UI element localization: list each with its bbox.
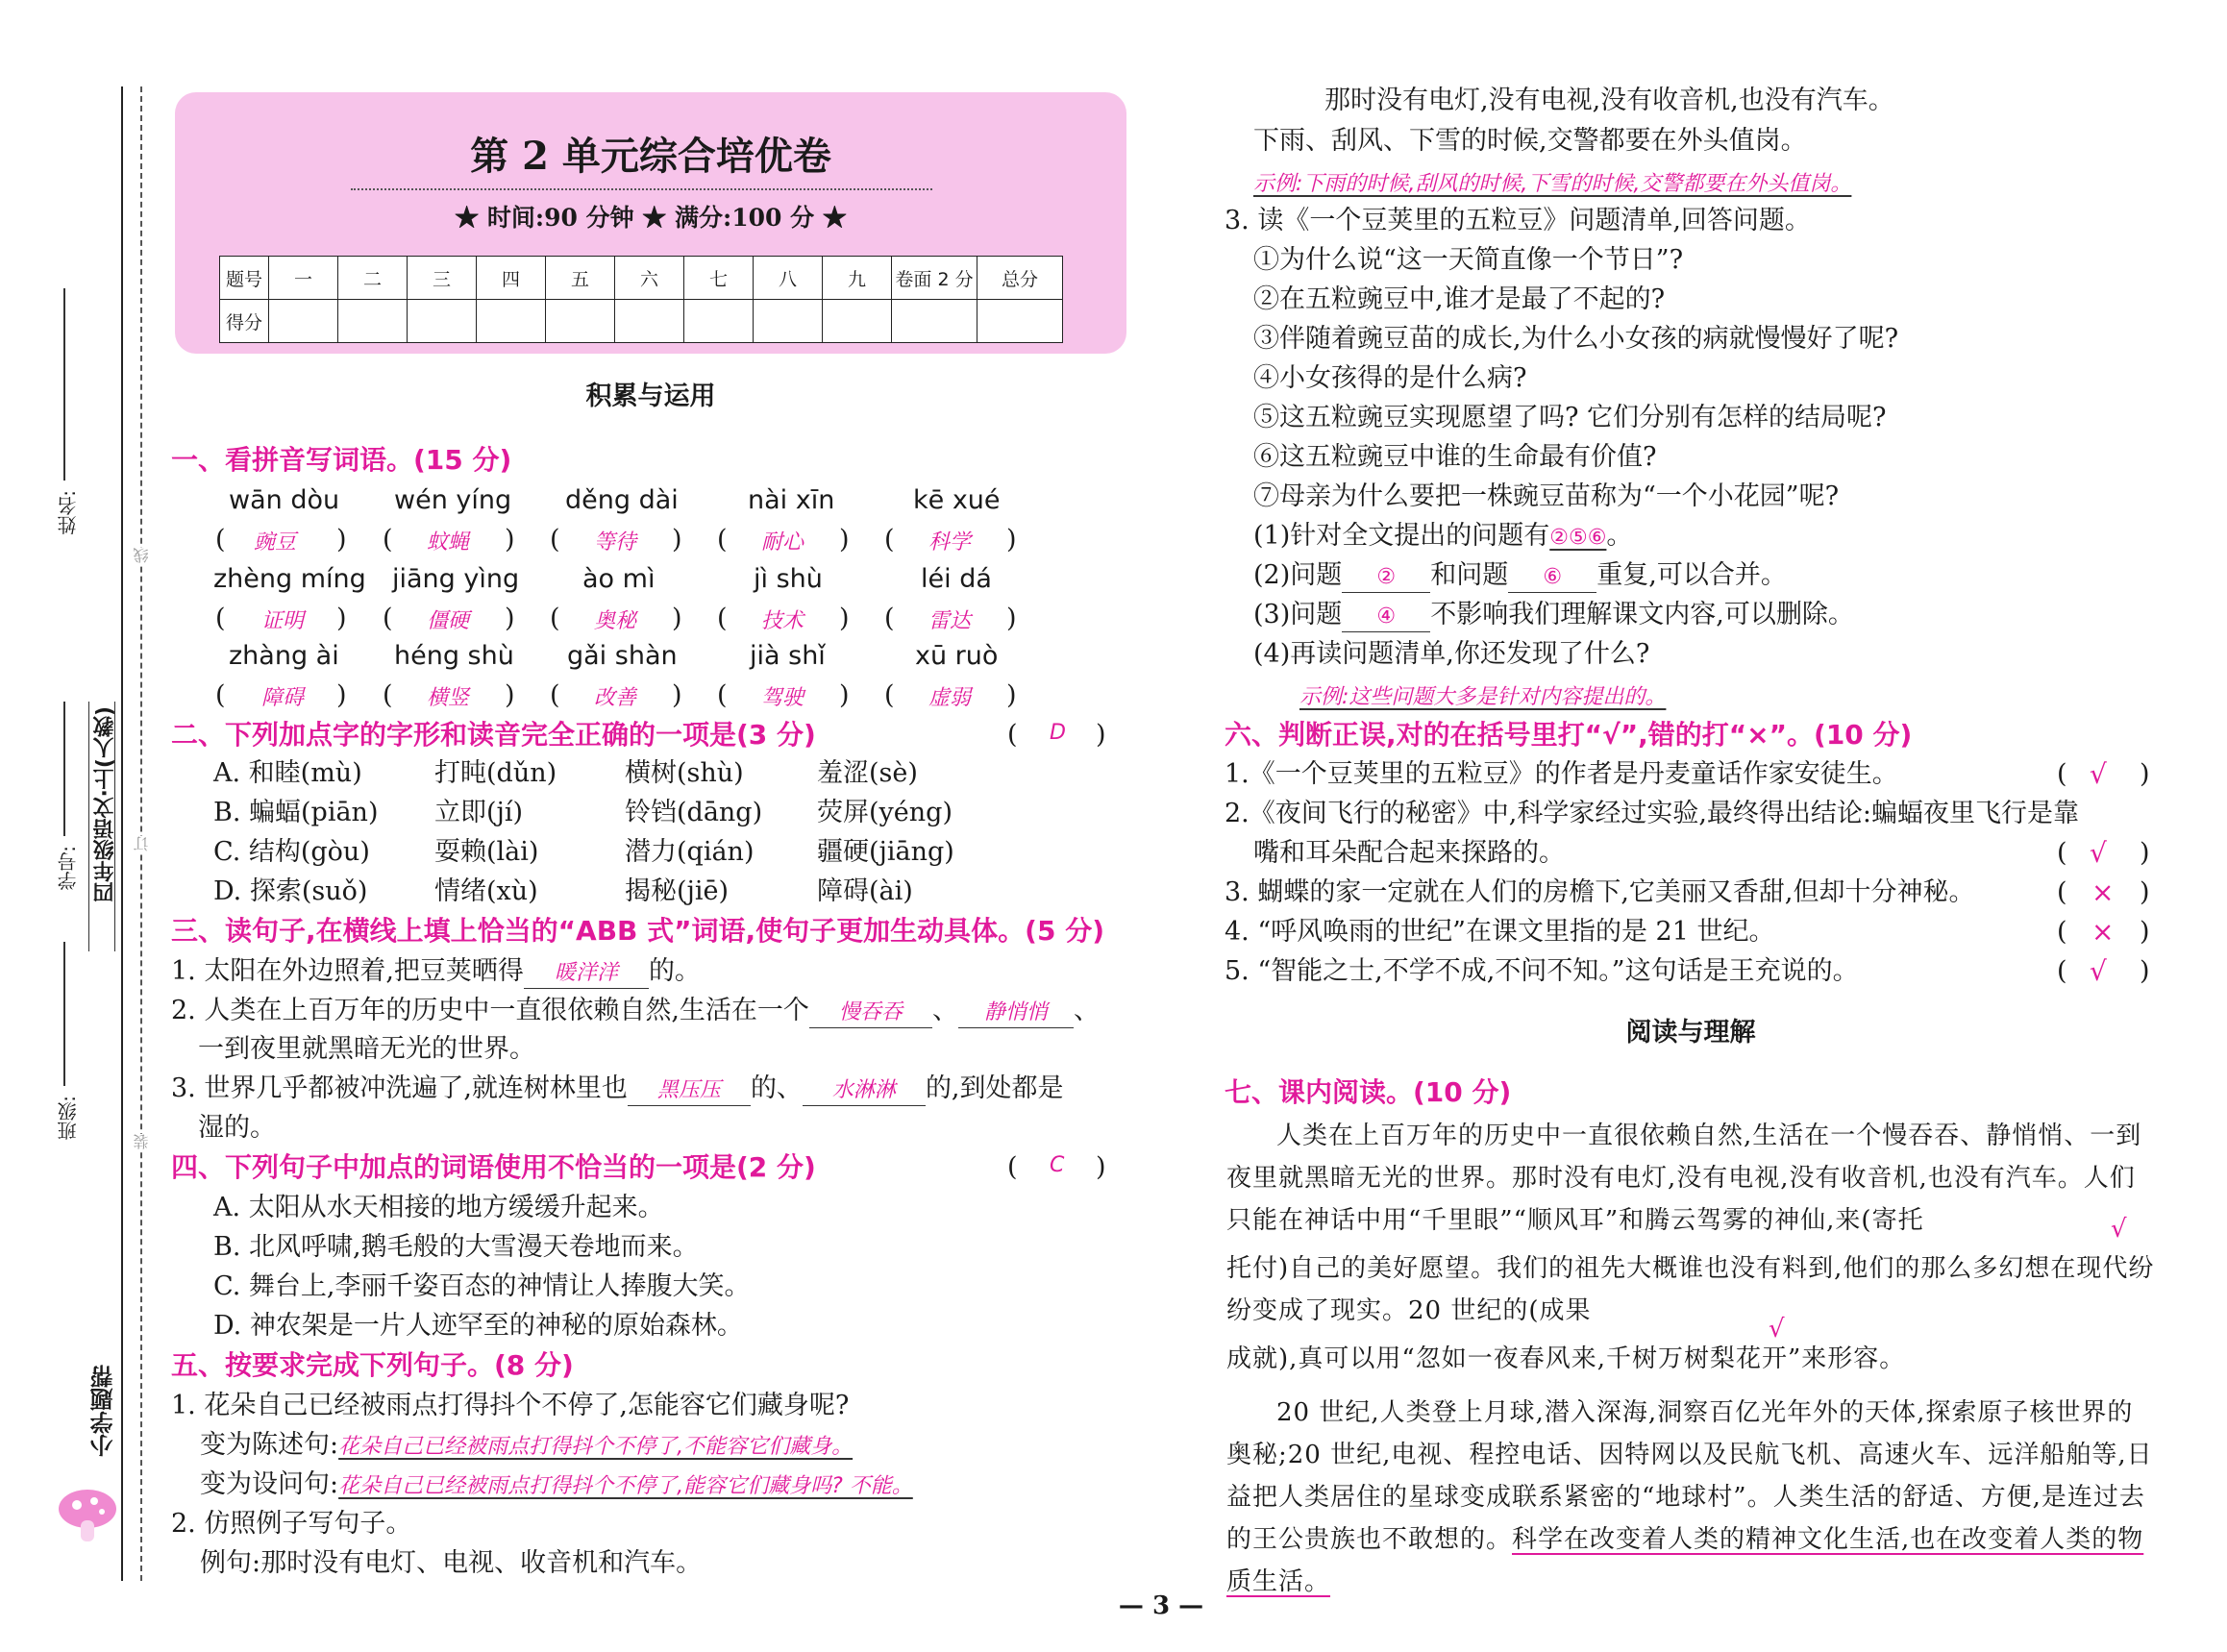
- q5-3-intro: 3. 读《一个豆荚里的五粒豆》问题清单,回答问题。: [1225, 206, 1811, 235]
- q4-title: 四、下列句子中加点的词语使用不恰当的一项是(2 分): [171, 1151, 816, 1183]
- q3-s2-answer-2: 静悄悄: [983, 1000, 1048, 1024]
- q2-option: 铃铛(dāng): [625, 798, 763, 827]
- score-cell-total: 总分: [977, 257, 1063, 300]
- cut-mark-ding: 订: [133, 836, 151, 851]
- paren: ): [505, 680, 515, 710]
- score-input[interactable]: [477, 300, 546, 343]
- q6-answer[interactable]: √: [2090, 955, 2107, 987]
- q5-3-part4-answer[interactable]: 示例:这些问题大多是针对内容提出的。: [1299, 685, 1667, 709]
- pinyin: zhèng míng: [213, 564, 366, 594]
- pinyin: wān dòu: [229, 485, 340, 515]
- answer-word[interactable]: 雷达: [928, 609, 972, 633]
- pinyin: zhàng ài: [229, 641, 339, 671]
- q5-3-question: ⑦母亲为什么要把一株豌豆苗称为“一个小花园”呢?: [1253, 481, 1840, 511]
- q2-option-c: C. 结构(gòu): [213, 837, 370, 867]
- q5-s1-statement: [200, 1429, 853, 1464]
- score-table-header-row: [220, 257, 1063, 300]
- paren: ): [1006, 525, 1017, 555]
- q6-item-2: 2.《夜间飞行的秘密》中,科学家经过实验,最终得出结论:蝙蝠夜里飞行是靠: [1225, 799, 2080, 828]
- paren: (: [383, 525, 393, 555]
- score-input[interactable]: [892, 300, 977, 343]
- pinyin: héng shù: [394, 641, 514, 671]
- q3-s3-answer-1: 黑压压: [656, 1078, 721, 1102]
- q3-title: 三、读句子,在横线上填上恰当的“ABB 式”词语,使句子更加生动具体。(5 分): [171, 915, 1105, 947]
- paren: (: [215, 680, 226, 710]
- q4-option-a: A. 太阳从水天相接的地方缓缓升起来。: [213, 1193, 664, 1222]
- q5-3-blank[interactable]: [1342, 561, 1430, 593]
- page-title: 第 2 单元综合培优卷: [470, 134, 831, 179]
- score-cell-4: 四: [477, 257, 546, 300]
- q6-paren: ): [2140, 759, 2150, 789]
- paren: (: [884, 525, 895, 555]
- q2-option: 情绪(xù): [434, 876, 538, 906]
- q2-option: 障碍(ài): [817, 876, 913, 906]
- q5-3-part4: (4)再读问题清单,你还发现了什么?: [1253, 639, 1650, 669]
- binding-line-dashed: [140, 86, 142, 1581]
- name-line: [63, 288, 65, 481]
- q5-3-part2-answer-1: ②: [1376, 565, 1397, 589]
- q5-3-part2-end: 重复,可以合并。: [1596, 560, 1787, 590]
- q5-s2-example: 例句:那时没有电灯、电视、收音机和汽车。: [200, 1548, 703, 1578]
- score-cell-8: 八: [754, 257, 823, 300]
- q7-para2-highlight[interactable]: 科学在改变着人类的精神文化生活,也在改变着人类的物质生活。: [1226, 1525, 2144, 1596]
- q6-paren: (: [2057, 917, 2067, 947]
- answer-word[interactable]: 驾驶: [761, 686, 804, 710]
- answer-word[interactable]: 奥秘: [594, 609, 637, 633]
- q5-s1-statement-answer[interactable]: 花朵自己已经被雨点打得抖个不停了,不能容它们藏身。: [338, 1435, 854, 1459]
- score-input[interactable]: [546, 300, 615, 343]
- q5-3-part3-text: (3)问题: [1253, 600, 1343, 629]
- q3-s3-cont: 湿的。: [198, 1113, 276, 1143]
- answer-word[interactable]: 横竖: [427, 686, 470, 710]
- q7-para1-text-b: 托付)自己的美好愿望。我们的祖先大概谁也没有料到,他们的那么多幻想在现代纷纷变成了现实。20 世纪的(成果: [1226, 1254, 2155, 1325]
- q3-s3-sep: 的、: [750, 1073, 803, 1103]
- answer-word[interactable]: 僵硬: [427, 609, 470, 633]
- paren: (: [383, 604, 393, 633]
- q1-title: 一、看拼音写词语。(15 分): [171, 444, 512, 476]
- q4-answer[interactable]: C: [1050, 1153, 1065, 1177]
- q6-paren: (: [2057, 838, 2067, 868]
- q2-option: 潜力(qián): [625, 837, 755, 867]
- q5-3-question: ①为什么说“这一天简直像一个节日”?: [1253, 245, 1684, 275]
- pinyin: jì shù: [754, 564, 823, 594]
- score-input[interactable]: [754, 300, 823, 343]
- paren: (: [215, 604, 226, 633]
- score-input[interactable]: [615, 300, 684, 343]
- q6-answer[interactable]: √: [2090, 837, 2107, 869]
- q7-paragraph-1b: [1226, 1247, 2159, 1332]
- q2-option-d: D. 探索(suǒ): [213, 876, 368, 906]
- answer-word[interactable]: 改善: [594, 686, 637, 710]
- pinyin: ào mì: [582, 564, 656, 594]
- answer-word[interactable]: 技术: [761, 609, 804, 633]
- q5-3-question: ③伴随着豌豆苗的成长,为什么小女孩的病就慢慢好了呢?: [1253, 324, 1899, 354]
- score-cell-label: 题号: [220, 257, 269, 300]
- binding-line-solid: [121, 86, 123, 1581]
- answer-word[interactable]: 障碍: [261, 686, 305, 710]
- answer-word[interactable]: 蚊蝇: [427, 530, 470, 555]
- paren: ): [1006, 604, 1017, 633]
- q6-paren: ): [2140, 917, 2150, 947]
- q5-s2-answer[interactable]: 示例:下雨的时候,刮风的时候,下雪的时候,交警都要在外头值岗。: [1253, 172, 1852, 196]
- score-table-score-row: [220, 300, 1063, 343]
- q3-s2-cont: 一到夜里就黑暗无光的世界。: [198, 1034, 535, 1064]
- pinyin: kē xué: [913, 485, 1001, 515]
- paren: ): [1006, 680, 1017, 710]
- part2-title: 阅读与理解: [1625, 1018, 1756, 1048]
- q7-paragraph-1a: [1226, 1115, 2159, 1242]
- class-line: [63, 942, 65, 1086]
- paren: ): [839, 525, 850, 555]
- paren: ): [839, 604, 850, 633]
- q5-3-part2: [1253, 559, 1787, 593]
- q3-blank[interactable]: [803, 1074, 926, 1106]
- q4-answer-paren: (: [1007, 1152, 1018, 1182]
- q5-3-part1-end: 。: [1606, 521, 1633, 551]
- paren: (: [884, 680, 895, 710]
- q7-paragraph-1c: [1226, 1338, 2159, 1380]
- q6-item-4: 4. “呼风唤雨的世纪”在课文里指的是 21 世纪。: [1225, 917, 1775, 947]
- answer-word[interactable]: 耐心: [761, 530, 804, 555]
- q6-paren: (: [2057, 877, 2067, 907]
- q5-3-part2-text: (2)问题: [1253, 560, 1343, 590]
- paren: (: [550, 604, 560, 633]
- paren-row: (: [215, 525, 226, 555]
- q5-3-question: ④小女孩得的是什么病?: [1253, 363, 1527, 393]
- paren: ): [336, 525, 347, 555]
- pinyin: děng dài: [565, 485, 679, 515]
- q5-3-blank[interactable]: [1342, 601, 1430, 632]
- q5-title: 五、按要求完成下列句子。(8 分): [171, 1349, 574, 1381]
- q2-answer[interactable]: D: [1050, 721, 1066, 745]
- q5-3-question: ⑤这五粒豌豆实现愿望了吗? 它们分别有怎样的结局呢?: [1253, 403, 1887, 432]
- mushroom-logo-icon: [54, 1480, 121, 1547]
- q2-option-a: A. 和睦(mù): [213, 758, 362, 788]
- pinyin: léi dá: [921, 564, 992, 594]
- q2-option: 荧屏(yéng): [817, 798, 953, 827]
- exam-subtitle: ★ 时间:90 分钟 ★ 满分:100 分 ★: [455, 204, 847, 232]
- q3-s1-answer: 暖洋洋: [554, 961, 618, 985]
- student-no-line: [63, 702, 65, 836]
- q3-s3-end: 的,到处都是: [925, 1073, 1064, 1103]
- q5-s2-task: 下雨、刮风、下雪的时候,交警都要在外头值岗。: [1253, 126, 1807, 156]
- q5-s1-question-label: 变为设问句:: [200, 1469, 339, 1499]
- q7-paragraph-2: [1226, 1392, 2159, 1603]
- score-input[interactable]: [823, 300, 892, 343]
- q6-title: 六、判断正误,对的在括号里打“√”,错的打“×”。(10 分): [1225, 719, 1913, 751]
- q5-3-part3: [1253, 599, 1854, 632]
- q5-s2-example-line: 那时没有电灯,没有电视,没有收音机,也没有汽车。: [1324, 86, 1894, 115]
- paren: ): [505, 525, 515, 555]
- q5-3-part1-answer[interactable]: ②⑤⑥: [1549, 526, 1607, 550]
- q2-option: 耍赖(lài): [434, 837, 539, 867]
- q7-title: 七、课内阅读。(10 分): [1225, 1076, 1512, 1108]
- score-row-label: 得分: [220, 300, 269, 343]
- q6-answer[interactable]: ×: [2091, 916, 2115, 948]
- q2-answer-paren: (: [1007, 720, 1018, 750]
- q2-answer-paren-close: ): [1096, 720, 1106, 750]
- title-dotted-rule: [351, 188, 932, 190]
- q2-option-b: B. 蝙蝠(piān): [213, 798, 379, 827]
- q5-s1-question-answer[interactable]: 花朵自己已经被雨点打得抖个不停了,能容它们藏身吗? 不能。: [338, 1474, 913, 1498]
- answer-word[interactable]: 证明: [261, 609, 305, 633]
- q5-3-question: ②在五粒豌豆中,谁才是最了不起的?: [1253, 284, 1666, 314]
- q7-para2-text: 20 世纪,人类登上月球,潜入深海,洞察百亿光年外的天体,探索原子核世界的奥秘;20 世纪,电视、程控电话、因特网以及民航飞机、高速火车、远洋船舶等,日益把人类居住的星球变成联系紧密的“地球村”。人类生活的舒适、方便,是连过去的王公贵族也不敢想的。: [1226, 1398, 2153, 1554]
- q6-paren: ): [2140, 838, 2150, 868]
- q5-3-part2-answer-2: ⑥: [1543, 565, 1563, 589]
- q3-blank[interactable]: [524, 957, 649, 989]
- q5-3-part1: [1253, 520, 1632, 555]
- score-input[interactable]: [977, 300, 1063, 343]
- q5-3-question: ⑥这五粒豌豆中谁的生命最有价值?: [1253, 442, 1657, 472]
- score-cell-2: 二: [338, 257, 408, 300]
- q6-item-2-cont: 嘴和耳朵配合起来探路的。: [1253, 838, 1565, 868]
- q4-option-c: C. 舞台上,李丽千姿百态的神情让人捧腹大笑。: [213, 1271, 751, 1301]
- q2-option: 疆硬(jiāng): [817, 837, 954, 867]
- score-cell-5: 五: [546, 257, 615, 300]
- q3-s1-text: 1. 太阳在外边照着,把豆荚晒得: [171, 956, 524, 986]
- paren: (: [383, 680, 393, 710]
- q5-3-blank[interactable]: [1508, 561, 1596, 593]
- pinyin: xū ruò: [915, 641, 999, 671]
- paren: ): [505, 604, 515, 633]
- answer-word[interactable]: 豌豆: [254, 530, 297, 555]
- q5-3-part2-mid: 和问题: [1430, 560, 1509, 590]
- answer-word[interactable]: 虚弱: [928, 686, 972, 710]
- q3-s2-end: 、: [1073, 996, 1100, 1025]
- student-no-label: 学号:: [57, 846, 80, 891]
- q4-answer-paren-close: ): [1096, 1152, 1106, 1182]
- q7-para1-text-c: 成就),真可以用“忽如一夜春风来,千树万树梨花开”来形容。: [1226, 1344, 1906, 1373]
- q3-s2-sep: 、: [931, 996, 958, 1025]
- score-cell-6: 六: [615, 257, 684, 300]
- q2-option: 揭秘(jiē): [625, 876, 730, 906]
- q3-s2-text: 2. 人类在上百万年的历史中一直很依赖自然,生活在一个: [171, 996, 809, 1025]
- score-input[interactable]: [684, 300, 754, 343]
- q2-option: 立即(jí): [434, 798, 524, 827]
- q2-title: 二、下列加点字的字形和读音完全正确的一项是(3 分): [171, 719, 816, 751]
- answer-word[interactable]: 科学: [928, 530, 972, 555]
- paren: ): [672, 525, 682, 555]
- q3-blank[interactable]: [628, 1074, 751, 1106]
- score-cell-7: 七: [684, 257, 754, 300]
- pinyin: jià shǐ: [750, 641, 826, 671]
- score-cell-neatness: 卷面 2 分: [892, 257, 977, 300]
- paren: (: [717, 604, 728, 633]
- answer-word[interactable]: 等待: [594, 530, 637, 555]
- q2-option: 打盹(dǔn): [434, 758, 557, 788]
- paren: ): [839, 680, 850, 710]
- score-input[interactable]: [269, 300, 338, 343]
- q7-check-mark-1[interactable]: √: [2111, 1215, 2127, 1244]
- score-cell-3: 三: [408, 257, 477, 300]
- cut-mark-xian: 线: [133, 548, 151, 563]
- part1-title: 积累与运用: [585, 382, 716, 411]
- q5-s1: 1. 花朵自己已经被雨点打得抖个不停了,怎能容它们藏身呢?: [171, 1391, 850, 1420]
- score-table: [219, 256, 1063, 343]
- q2-option: 横树(shù): [625, 758, 744, 788]
- pinyin: gǎi shàn: [567, 641, 678, 671]
- paren: (: [550, 525, 560, 555]
- cut-mark-zhuang: 装: [133, 1134, 151, 1149]
- binding-strip: [0, 0, 154, 1652]
- page-number: — 3 —: [1118, 1591, 1204, 1620]
- paren: ): [336, 604, 347, 633]
- q3-s1-end: 的。: [648, 956, 701, 986]
- score-input[interactable]: [338, 300, 408, 343]
- q3-sentence-2: [171, 995, 1100, 1028]
- q5-s1-statement-label: 变为陈述句:: [200, 1430, 339, 1460]
- q5-3-part1-text: (1)针对全文提出的问题有: [1253, 521, 1550, 551]
- paren: (: [550, 680, 560, 710]
- q6-answer[interactable]: ×: [2091, 876, 2115, 908]
- q2-option: 羞涩(sè): [817, 758, 918, 788]
- pinyin: nài xīn: [748, 485, 835, 515]
- paren: (: [717, 525, 728, 555]
- q6-item-5: 5. “智能之士,不学不成,不问不知。”这句话是王充说的。: [1225, 956, 1859, 986]
- paren: ): [672, 604, 682, 633]
- paren: (: [884, 604, 895, 633]
- q6-paren: (: [2057, 759, 2067, 789]
- pinyin: wén yíng: [394, 485, 512, 515]
- grade-label: 四年级语文·上(人教): [93, 706, 117, 903]
- q4-option-b: B. 北风呼啸,鹅毛般的大雪漫天卷地而来。: [213, 1232, 699, 1262]
- q6-paren: ): [2140, 956, 2150, 986]
- q6-item-1: 1.《一个豆荚里的五粒豆》的作者是丹麦童话作家安徒生。: [1225, 759, 1898, 789]
- q3-sentence-1: [171, 955, 701, 989]
- q3-s3-answer-2: 水淋淋: [831, 1078, 896, 1102]
- q7-para1-text-a: 人类在上百万年的历史中一直很依赖自然,生活在一个慢吞吞、静悄悄、一到夜里就黑暗无光的世界。那时没有电灯,没有电视,没有收音机,也没有汽车。人们只能在神话中用“千里眼”“顺风耳”和腾云驾雾的神仙,来(寄托: [1226, 1122, 2142, 1235]
- q7-check-mark-2[interactable]: √: [1769, 1315, 1785, 1344]
- q6-paren: ): [2140, 877, 2150, 907]
- q3-blank[interactable]: [958, 997, 1074, 1028]
- paren: ): [336, 680, 347, 710]
- paren: (: [717, 680, 728, 710]
- score-input[interactable]: [408, 300, 477, 343]
- pinyin: jiāng yìng: [392, 564, 520, 594]
- class-label: 班级:: [57, 1096, 80, 1141]
- q3-s3-text: 3. 世界几乎都被冲洗遍了,就连树林里也: [171, 1073, 628, 1103]
- q6-paren: (: [2057, 956, 2067, 986]
- q5-s1-question: [200, 1468, 913, 1503]
- q4-option-d: D. 神农架是一片人迹罕至的神秘的原始森林。: [213, 1311, 743, 1341]
- q6-item-3: 3. 蝴蝶的家一定就在人们的房檐下,它美丽又香甜,但却十分神秘。: [1225, 877, 1975, 907]
- q3-blank[interactable]: [809, 997, 932, 1028]
- name-label: 姓名:: [57, 490, 80, 535]
- q6-answer[interactable]: √: [2090, 758, 2107, 790]
- paren: ): [672, 680, 682, 710]
- q5-s2: 2. 仿照例子写句子。: [171, 1509, 412, 1539]
- score-cell-9: 九: [823, 257, 892, 300]
- score-cell-1: 一: [269, 257, 338, 300]
- brand-label: 小学题帮: [90, 1365, 117, 1457]
- q3-s2-answer-1: 慢吞吞: [838, 1000, 903, 1024]
- q5-3-part3-end: 不影响我们理解课文内容,可以删除。: [1430, 600, 1854, 629]
- q5-3-part3-answer: ④: [1376, 604, 1397, 629]
- q3-sentence-3: [171, 1073, 1064, 1106]
